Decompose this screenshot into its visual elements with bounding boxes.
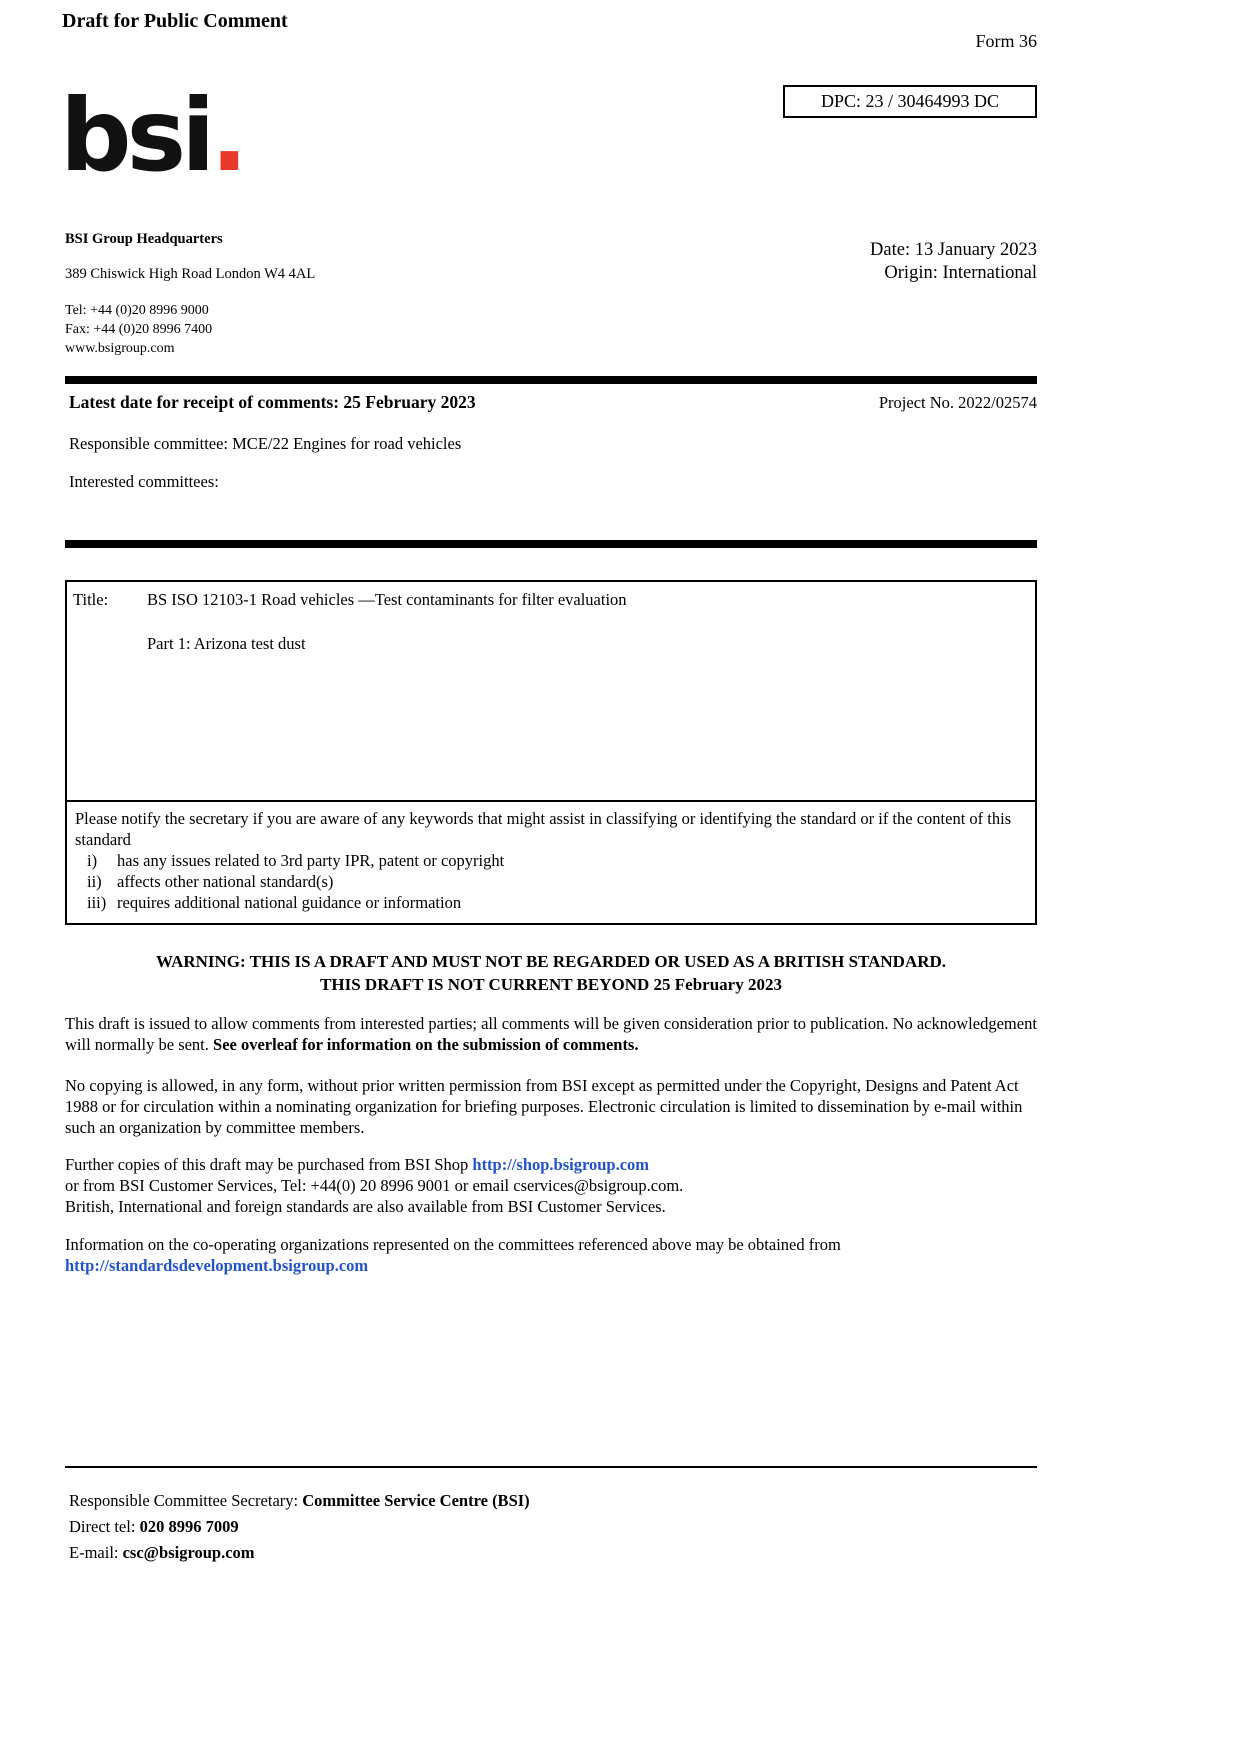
keywords-item-2-marker: ii) — [87, 872, 102, 891]
form-number: Form 36 — [975, 31, 1037, 51]
latest-date-for-comments: Latest date for receipt of comments: 25 February 2023 — [69, 392, 476, 412]
footer-block — [69, 1488, 530, 1566]
keywords-item-3-marker: iii) — [87, 893, 107, 912]
paragraph-further-copies-line3: British, International and foreign standards are also available from BSI Customer Services. — [65, 1197, 666, 1216]
paragraph-further-copies-line1 — [65, 1154, 1037, 1175]
draft-warning — [65, 950, 1037, 996]
divider-bar-top — [65, 376, 1037, 384]
footer-email-value: csc@bsigroup.com — [122, 1543, 255, 1562]
bsi-shop-link[interactable]: http://shop.bsigroup.com — [472, 1155, 650, 1174]
footer-tel-line — [69, 1514, 530, 1540]
draft-warning-line1: WARNING: THIS IS A DRAFT AND MUST NOT BE REGARDED OR USED AS A BRITISH STANDARD. — [155, 952, 947, 971]
date-origin-block — [65, 239, 1037, 285]
bsi-logo — [60, 78, 248, 193]
keywords-item-1 — [75, 850, 1027, 871]
dpc-number-box — [783, 85, 1037, 118]
further-copies-text: Further copies of this draft may be purchased from BSI Shop — [65, 1155, 473, 1174]
keywords-item-2-text: affects other national standard(s) — [117, 872, 334, 891]
footer-secretary-label: Responsible Committee Secretary: — [69, 1491, 303, 1510]
paragraph-further-copies — [65, 1154, 1037, 1217]
footer-tel-label: Direct tel: — [69, 1517, 140, 1536]
comments-deadline-row — [65, 392, 1037, 413]
draft-for-public-comment-heading: Draft for Public Comment — [62, 10, 288, 32]
origin-line: Origin: International — [884, 263, 1037, 283]
keywords-intro: Please notify the secretary if you are aware of any keywords that might assist in classifying or identifying the standard or if the content of this standard — [75, 809, 1012, 849]
interested-committees: Interested committees: — [69, 472, 219, 491]
standard-title: BS ISO 12103-1 Road vehicles —Test contaminants for filter evaluation — [147, 590, 627, 609]
tel-line: Tel: +44 (0)20 8996 9000 — [65, 303, 209, 318]
contact-block — [65, 301, 212, 358]
footer-secretary-value: Committee Service Centre (BSI) — [302, 1491, 530, 1510]
paragraph-draft-issued-bold: See overleaf for information on the submission of comments. — [213, 1035, 639, 1054]
paragraph-no-copying: No copying is allowed, in any form, without prior written permission from BSI except as permitted under the Copyright, Designs and Patent Act 1988 or for circulation within a nominating organization for briefing purposes. Electronic circulation is limited to dissemination by e-mail within such an organization by committee members. — [65, 1076, 1023, 1137]
paragraph-draft-issued-text: This draft is issued to allow comments from interested parties; all comments will be given consideration prior to publication. No acknowledgement will normally be sent. — [65, 1014, 1037, 1054]
fax-line: Fax: +44 (0)20 8996 7400 — [65, 322, 213, 337]
bsi-logo-dot: . — [210, 77, 249, 194]
dpc-number: DPC: 23 / 30464993 DC — [820, 91, 1000, 111]
responsible-committee: Responsible committee: MCE/22 Engines for road vehicles — [69, 434, 462, 453]
cooperating-orgs-text: Information on the co-operating organizations represented on the committees referenced above may be obtained from — [65, 1235, 841, 1254]
paragraph-draft-issued — [65, 1013, 1037, 1055]
footer-tel-value: 020 8996 7009 — [139, 1517, 239, 1536]
hq-address: 389 Chiswick High Road London W4 4AL — [65, 266, 316, 282]
draft-warning-line2: THIS DRAFT IS NOT CURRENT BEYOND 25 February 2023 — [320, 975, 782, 994]
title-label: Title: — [73, 590, 109, 609]
date-line: Date: 13 January 2023 — [870, 240, 1037, 260]
paragraph-cooperating-orgs — [65, 1234, 1037, 1276]
hq-title: BSI Group Headquarters — [65, 231, 223, 247]
keywords-item-3 — [75, 892, 1027, 913]
website-line: www.bsigroup.com — [65, 341, 175, 356]
standards-development-link[interactable]: http://standardsdevelopment.bsigroup.com — [65, 1256, 369, 1275]
keywords-item-3-text: requires additional national guidance or information — [117, 893, 462, 912]
divider-bar-middle — [65, 540, 1037, 548]
bsi-logo-text: bsi — [60, 77, 211, 194]
footer-secretary-line — [69, 1488, 530, 1514]
keywords-item-2 — [75, 871, 1027, 892]
standard-part-title: Part 1: Arizona test dust — [147, 634, 306, 653]
footer-email-line — [69, 1540, 530, 1566]
footer-email-label: E-mail: — [69, 1543, 123, 1562]
keywords-item-1-marker: i) — [87, 851, 98, 870]
keywords-item-1-text: has any issues related to 3rd party IPR, patent or copyright — [117, 851, 505, 870]
keywords-notice-box — [65, 800, 1037, 925]
title-content — [147, 590, 1029, 792]
title-box — [65, 580, 1037, 802]
paragraph-further-copies-line2: or from BSI Customer Services, Tel: +44(0) 20 8996 9001 or email cservices@bsigroup.com. — [65, 1176, 684, 1195]
footer-divider — [65, 1466, 1037, 1468]
project-number: Project No. 2022/02574 — [878, 393, 1037, 412]
